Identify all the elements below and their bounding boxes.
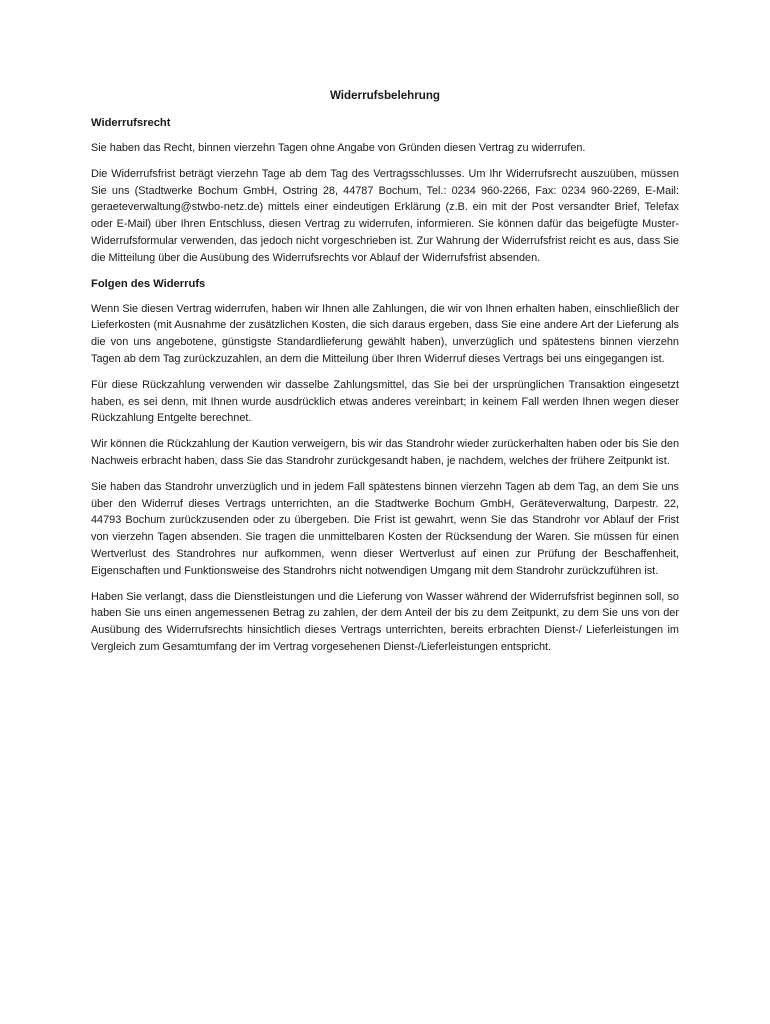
section-heading-folgen: Folgen des Widerrufs xyxy=(91,277,206,290)
paragraph-return-standpipe: Sie haben das Standrohr unverzüglich und in jedem Fall spätestens binnen vierzehn Tagen ab dem Tag, an dem Sie uns über den Widerruf dieses Vertrags unterrichten, an die Stadtwerke Bochum GmbH, Geräteverwaltung, Darpestr. 22, 44793 Bochum zurückzusenden oder zu übergeben. Die Frist ist gewahrt, wenn Sie das Standrohr vor Ablauf der Frist von vierzehn Tagen absenden. Sie tragen die unmittelbaren Kosten der Rücksendung der Waren. Sie müssen für einen Wertverlust des Standrohres nur aufkommen, wenn dieser Wertverlust auf einen zur Prüfung der Beschaffenheit, Eigenschaften und Funktionsweise des Standrohrs nicht notwendigen Umgang mit dem Standrohr zurückzuführen ist. xyxy=(91,480,679,577)
paragraph-withdrawal-period: Die Widerrufsfrist beträgt vierzehn Tage ab dem Tag des Vertragsschlusses. Um Ihr Widerrufsrecht auszuüben, müssen Sie uns (Stadtwerke Bochum GmbH, Ostring 28, 44787 Bochum, Tel.: 0234 960-2266, Fax: 0234 960-2269, E-Mail: geraeteverwaltung@stwbo-netz.de) mittels einer eindeutigen Erklärung (z.B. ein mit der Post versandter Brief, Telefax oder E-Mail) über Ihren Entschluss, diesen Vertrag zu widerrufen, informieren. Sie können dafür das beigefügte Muster-Widerrufsformular verwenden, das jedoch nicht vorgeschrieben ist. Zur Wahrung der Widerrufsfrist reicht es aus, dass Sie die Mitteilung über die Ausübung des Widerrufsrechts vor Ablauf der Widerrufsfrist absenden. xyxy=(91,167,679,264)
paragraph-payment-method: Für diese Rückzahlung verwenden wir dasselbe Zahlungsmittel, das Sie bei der ursprünglichen Transaktion eingesetzt haben, es sei denn, mit Ihnen wurde ausdrücklich etwas anderes vereinbart; in keinem Fall werden Ihnen wegen dieser Rückzahlung Entgelte berechnet. xyxy=(91,378,679,425)
paragraph-service-compensation: Haben Sie verlangt, dass die Dienstleistungen und die Lieferung von Wasser während der Widerrufsfrist beginnen soll, so haben Sie uns einen angemessenen Betrag zu zahlen, der dem Anteil der bis zu dem Zeitpunkt, zu dem Sie uns von der Ausübung des Widerrufsrechts hinsichtlich dieses Vertrags unterrichten, bereits erbrachten Dienst-/ Lieferleistungen im Vergleich zum Gesamtumfang der im Vertrag vorgesehenen Dienst-/Lieferleistungen entspricht. xyxy=(91,590,679,653)
section-widerrufsrecht xyxy=(91,115,679,267)
document-title: Widerrufsbelehrung xyxy=(329,89,441,102)
paragraph-deposit: Wir können die Rückzahlung der Kaution verweigern, bis wir das Standrohr wieder zurückerhalten haben oder bis Sie den Nachweis erbracht haben, dass Sie das Standrohr zurückgesandt haben, je nachdem, welches der frühere Zeitpunkt ist. xyxy=(91,438,679,467)
section-heading-widerrufsrecht: Widerrufsrecht xyxy=(91,117,171,129)
paragraph-right-to-withdraw: Sie haben das Recht, binnen vierzehn Tagen ohne Angabe von Gründen diesen Vertrag zu widerrufen. xyxy=(91,142,586,154)
paragraph-refund: Wenn Sie diesen Vertrag widerrufen, haben wir Ihnen alle Zahlungen, die wir von Ihnen erhalten haben, einschließlich der Lieferkosten (mit Ausnahme der zusätzlichen Kosten, die sich daraus ergeben, dass Sie eine andere Art der Lieferung als die von uns angebotene, günstigste Standardlieferung gewählt haben), unverzüglich und spätestens binnen vierzehn Tagen ab dem Tag zurückzuzahlen, an dem die Mitteilung über Ihren Widerruf dieses Vertrags bei uns eingegangen ist. xyxy=(91,302,679,365)
section-folgen-des-widerrufs xyxy=(91,276,679,656)
